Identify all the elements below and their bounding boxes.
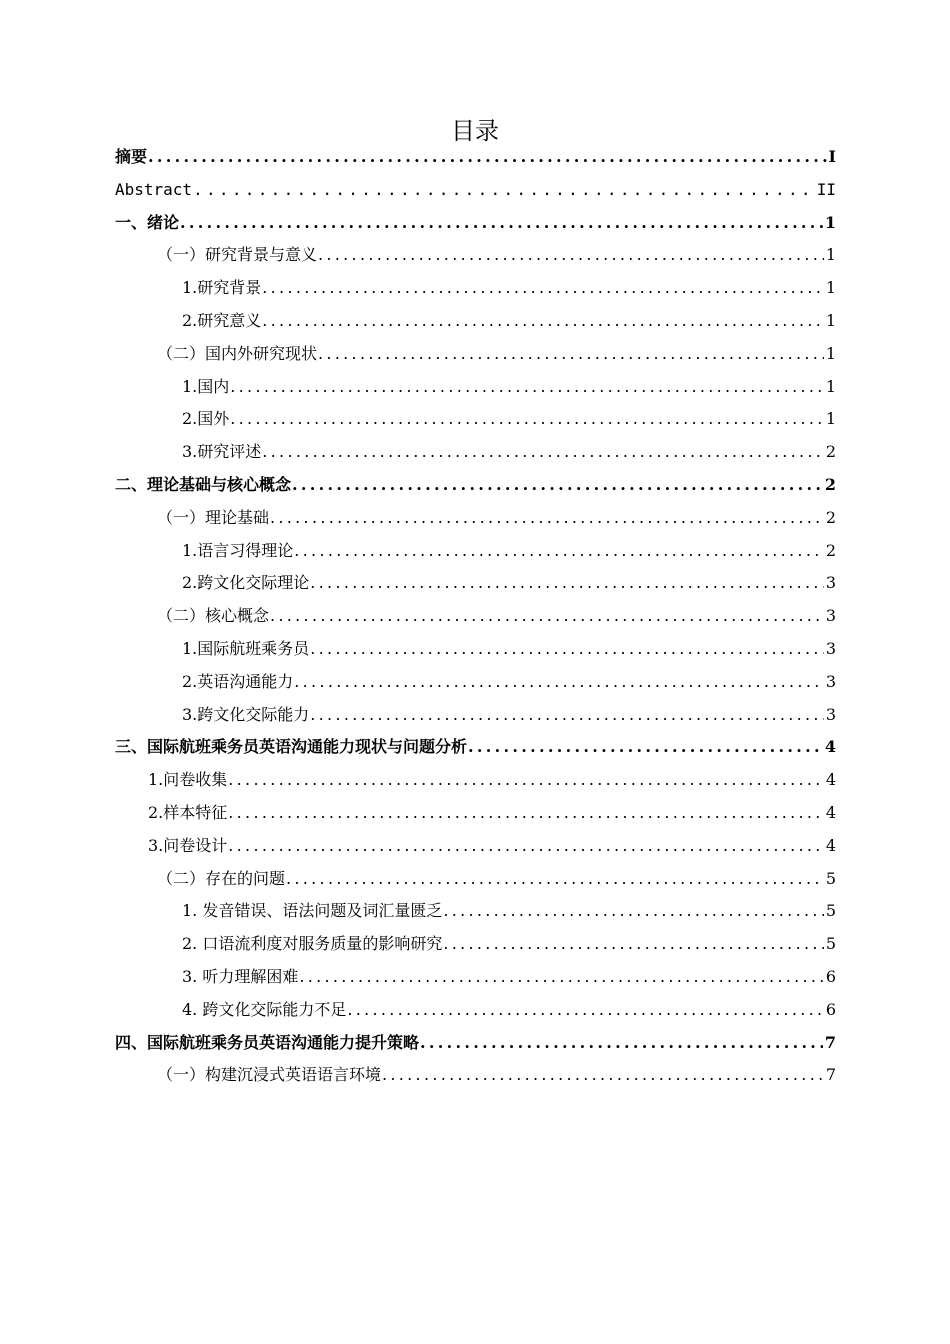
toc-entry-page: 5 (825, 868, 836, 888)
toc-entry-page: 5 (825, 901, 836, 921)
toc-entry[interactable] (115, 1059, 836, 1092)
toc-entry-label: （一）理论基础 (157, 507, 270, 527)
leader-dots (230, 403, 824, 436)
toc-entry-label: 1.国际航班乘务员 (182, 638, 310, 658)
leader-dots (148, 141, 827, 174)
toc-entry[interactable] (115, 207, 836, 240)
leader-dots (262, 305, 824, 338)
leader-dots (228, 764, 824, 797)
toc-entry[interactable] (115, 764, 836, 797)
leader-dots (230, 371, 824, 404)
leader-dots (310, 699, 824, 732)
toc-entry-label: 2.研究意义 (182, 310, 262, 330)
toc-entry-page: 1 (825, 310, 836, 330)
toc-entry-label: 三、国际航班乘务员英语沟通能力现状与问题分析 (115, 737, 468, 757)
toc-entry-label: Abstract (115, 179, 193, 199)
leader-dots (294, 666, 824, 699)
toc-entry[interactable] (115, 1027, 836, 1060)
toc-entry[interactable] (115, 141, 836, 174)
leader-dots (270, 600, 824, 633)
toc-entry-page: 1 (825, 278, 836, 298)
toc-entry-label: 二、理论基础与核心概念 (115, 474, 292, 494)
leader-dots (294, 535, 824, 568)
toc-entry[interactable] (115, 961, 836, 994)
toc-entry-label: 四、国际航班乘务员英语沟通能力提升策略 (115, 1032, 420, 1052)
toc-entry[interactable] (115, 567, 836, 600)
leader-dots (292, 469, 823, 502)
toc-entry-page: 1 (825, 245, 836, 265)
leader-dots (443, 895, 823, 928)
toc-entry-label: 3.问卷设计 (148, 835, 228, 855)
leader-dots (193, 174, 815, 207)
toc-entry[interactable] (115, 272, 836, 305)
leader-dots (443, 928, 823, 961)
toc-entry[interactable] (115, 600, 836, 633)
toc-entry-page: 4 (825, 835, 836, 855)
toc-entry[interactable] (115, 863, 836, 896)
toc-entry[interactable] (115, 797, 836, 830)
toc-entry-page: 3 (825, 606, 836, 626)
toc-entry-label: （一）构建沉浸式英语语言环境 (157, 1065, 382, 1085)
toc-entry-page: 3 (825, 573, 836, 593)
toc-entry[interactable] (115, 994, 836, 1027)
toc-entry-label: 摘要 (115, 147, 148, 166)
toc-entry[interactable] (115, 535, 836, 568)
toc-entry-page: 1 (825, 409, 836, 429)
toc-entry-page: 3 (825, 704, 836, 724)
toc-entry[interactable] (115, 436, 836, 469)
toc-entry-label: （二）核心概念 (157, 606, 270, 626)
leader-dots (310, 633, 824, 666)
toc-entry[interactable] (115, 305, 836, 338)
leader-dots (228, 830, 824, 863)
toc-entry-page: 2 (825, 540, 836, 560)
toc-entry-page: 1 (825, 376, 836, 396)
toc-entry-page: 4 (824, 737, 836, 757)
toc-entry-page: 6 (825, 966, 836, 986)
toc-entry[interactable] (115, 338, 836, 371)
toc-entry[interactable] (115, 371, 836, 404)
leader-dots (420, 1027, 823, 1060)
leader-dots (382, 1059, 824, 1092)
toc-entry-page: 3 (825, 671, 836, 691)
toc-entry-label: （二）国内外研究现状 (157, 343, 318, 363)
toc-entry-page: 2 (824, 474, 836, 494)
toc-entry[interactable] (115, 830, 836, 863)
toc-entry-label: 1.问卷收集 (148, 770, 228, 790)
toc-entry[interactable] (115, 633, 836, 666)
leader-dots (318, 338, 824, 371)
toc-entry[interactable] (115, 731, 836, 764)
toc-entry-label: 1.研究背景 (182, 278, 262, 298)
toc-entry-label: 3. 听力理解困难 (182, 966, 299, 986)
leader-dots (299, 961, 823, 994)
toc-entry-page: I (828, 147, 836, 166)
toc-entry[interactable] (115, 699, 836, 732)
table-of-contents (115, 141, 836, 1092)
toc-entry-label: 2.样本特征 (148, 802, 228, 822)
toc-entry[interactable] (115, 502, 836, 535)
toc-entry-label: （二）存在的问题 (157, 868, 286, 888)
toc-entry-label: 3.研究评述 (182, 442, 262, 462)
toc-entry-label: 1.国内 (182, 376, 230, 396)
toc-entry[interactable] (115, 928, 836, 961)
toc-entry[interactable] (115, 469, 836, 502)
leader-dots (262, 436, 824, 469)
toc-entry[interactable] (115, 895, 836, 928)
toc-entry-label: 2. 口语流利度对服务质量的影响研究 (182, 934, 443, 954)
toc-entry-page: 4 (825, 770, 836, 790)
toc-entry-page: 4 (825, 802, 836, 822)
toc-entry-page: 2 (825, 507, 836, 527)
toc-entry-page: 7 (824, 1032, 836, 1052)
toc-entry-label: 2.英语沟通能力 (182, 671, 294, 691)
toc-entry-label: 4. 跨文化交际能力不足 (182, 999, 347, 1019)
toc-entry-label: 1. 发音错误、语法问题及词汇量匮乏 (182, 901, 443, 921)
toc-entry-label: 1.语言习得理论 (182, 540, 294, 560)
toc-entry-page: 1 (824, 212, 836, 232)
toc-entry-page: 2 (825, 442, 836, 462)
toc-entry-label: 2.国外 (182, 409, 230, 429)
toc-title: 目录 (451, 117, 499, 145)
toc-entry[interactable] (115, 403, 836, 436)
toc-entry[interactable] (115, 174, 836, 207)
toc-entry-page: 1 (825, 343, 836, 363)
leader-dots (468, 731, 823, 764)
toc-entry-page: II (816, 179, 836, 199)
toc-entry[interactable] (115, 666, 836, 699)
toc-entry-page: 3 (825, 638, 836, 658)
leader-dots (318, 239, 824, 272)
leader-dots (270, 502, 824, 535)
toc-entry-page: 7 (825, 1065, 836, 1085)
leader-dots (228, 797, 824, 830)
leader-dots (347, 994, 823, 1027)
leader-dots (262, 272, 824, 305)
leader-dots (286, 863, 824, 896)
toc-entry[interactable] (115, 239, 836, 272)
toc-entry-label: 2.跨文化交际理论 (182, 573, 310, 593)
toc-entry-label: 一、绪论 (115, 212, 180, 232)
toc-entry-label: 3.跨文化交际能力 (182, 704, 310, 724)
leader-dots (180, 207, 823, 240)
toc-entry-label: （一）研究背景与意义 (157, 245, 318, 265)
leader-dots (310, 567, 824, 600)
toc-entry-page: 6 (825, 999, 836, 1019)
toc-entry-page: 5 (825, 934, 836, 954)
